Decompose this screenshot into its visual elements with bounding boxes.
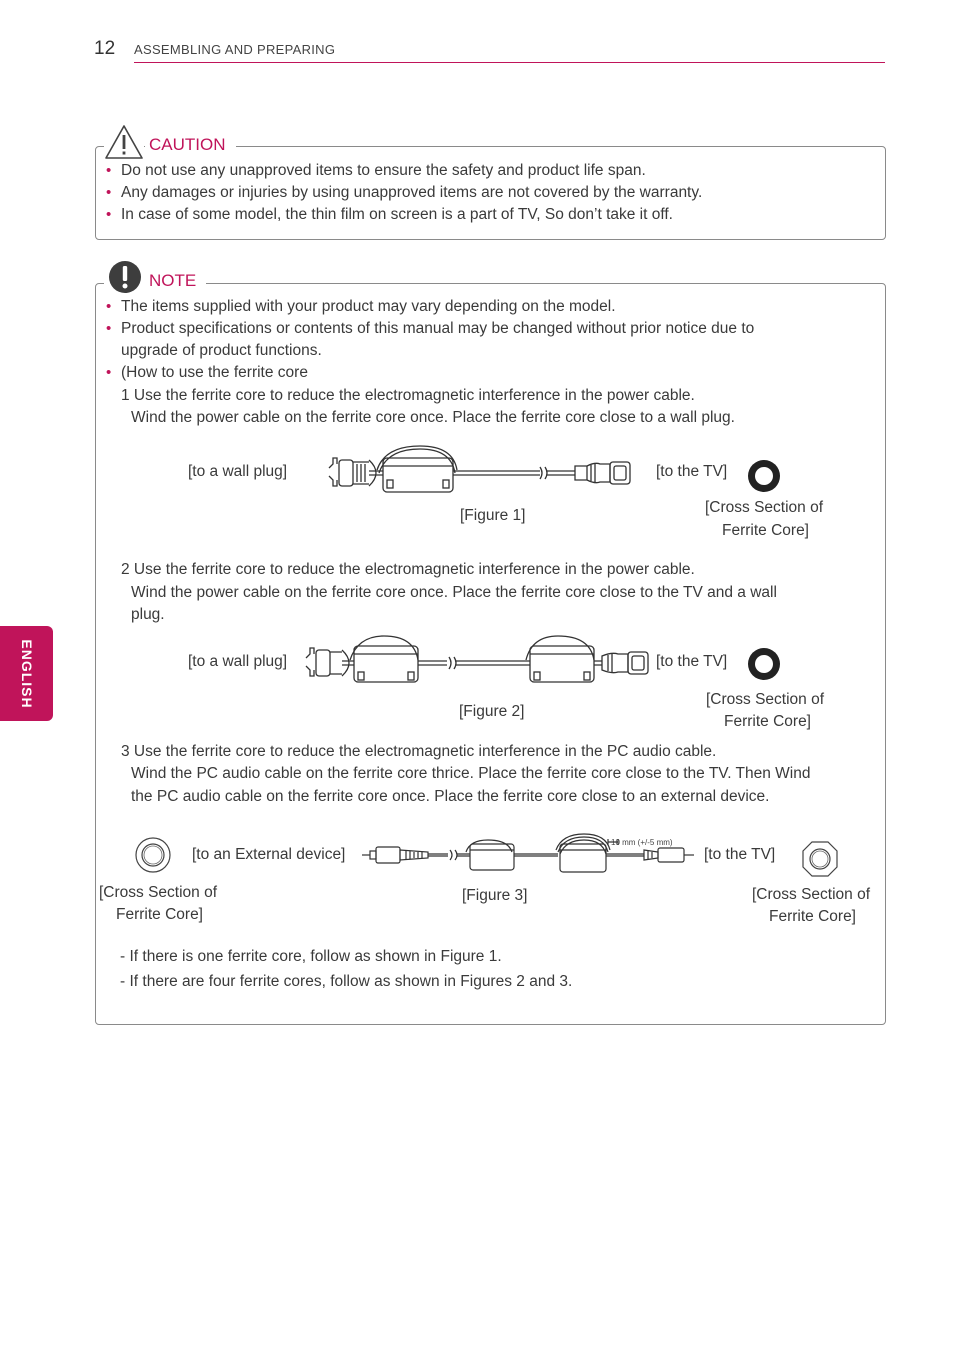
ferrite-core-cross-section-icon	[746, 458, 782, 494]
figure-1-cross-label: Ferrite Core]	[722, 522, 809, 539]
ferrite-core-cross-section-icon	[746, 646, 782, 682]
bullet-icon: •	[106, 364, 112, 381]
bullet-icon: •	[106, 206, 112, 223]
bullet-icon: •	[106, 320, 112, 337]
step-2-line-2: Wind the power cable on the ferrite core once. Place the ferrite core close to the TV and a wall	[131, 584, 777, 601]
figure-3-left-label: [to an External device]	[192, 846, 346, 863]
note-item: (How to use the ferrite core	[121, 364, 308, 381]
step-1-line-1: 1 Use the ferrite core to reduce the electromagnetic interference in the power cable.	[121, 387, 695, 404]
exclamation-icon	[104, 258, 148, 298]
warning-triangle-icon	[104, 124, 144, 160]
ferrite-core-cross-section-icon	[134, 836, 172, 874]
figure-1-right-label: [to the TV]	[656, 463, 728, 480]
figure-3-right-cross-label: Ferrite Core]	[769, 908, 856, 925]
note-title: NOTE	[145, 271, 206, 291]
step-3-line-2: Wind the PC audio cable on the ferrite core thrice. Place the ferrite core close to the TV. Then Wind	[131, 765, 811, 782]
language-tab-label: ENGLISH	[18, 638, 35, 709]
figure-3-left-cross-label: [Cross Section of	[99, 884, 218, 901]
section-title: ASSEMBLING AND PREPARING	[134, 42, 336, 57]
figure-1-left-label: [to a wall plug]	[188, 463, 288, 480]
step-1-line-2: Wind the power cable on the ferrite core once. Place the ferrite core close to a wall plug.	[131, 409, 735, 426]
page-number: 12	[94, 38, 116, 59]
language-tab	[0, 626, 53, 721]
caution-item: Do not use any unapproved items to ensure the safety and product life span.	[121, 162, 646, 179]
figure-3-dimension: 10 mm (+/-5 mm)	[611, 838, 673, 847]
bullet-icon: •	[106, 298, 112, 315]
caution-title: CAUTION	[145, 135, 236, 155]
note-item-continued: upgrade of product functions.	[121, 342, 322, 359]
step-2-line-1: 2 Use the ferrite core to reduce the electromagnetic interference in the power cable.	[121, 561, 695, 578]
figure-3-right-cross-label: [Cross Section of	[752, 886, 871, 903]
step-3-line-1: 3 Use the ferrite core to reduce the electromagnetic interference in the PC audio cable.	[121, 743, 717, 760]
figure-3-audio-cable	[358, 830, 700, 880]
figure-2-cross-label: Ferrite Core]	[724, 713, 811, 730]
caution-item: In case of some model, the thin film on screen is a part of TV, So don’t take it off.	[121, 206, 673, 223]
figure-3-caption: [Figure 3]	[462, 887, 528, 904]
bullet-icon: •	[106, 162, 112, 179]
bullet-icon: •	[106, 184, 112, 201]
note-item: Product specifications or contents of this manual may be changed without prior notice due to	[121, 320, 755, 337]
footnote: - If there is one ferrite core, follow as shown in Figure 1.	[120, 948, 502, 965]
step-2-line-3: plug.	[131, 606, 165, 623]
note-item: The items supplied with your product may vary depending on the model.	[121, 298, 616, 315]
figure-1-caption: [Figure 1]	[460, 507, 526, 524]
figure-2-power-cable	[302, 630, 654, 694]
figure-2-cross-label: [Cross Section of	[706, 691, 825, 708]
figure-3-right-label: [to the TV]	[704, 846, 776, 863]
ferrite-core-cross-section-icon	[800, 839, 840, 879]
figure-2-left-label: [to a wall plug]	[188, 653, 288, 670]
figure-2-right-label: [to the TV]	[656, 653, 728, 670]
figure-3-left-cross-label: Ferrite Core]	[116, 906, 203, 923]
figure-1-cross-label: [Cross Section of	[705, 499, 824, 516]
caution-item: Any damages or injuries by using unapproved items are not covered by the warranty.	[121, 184, 703, 201]
figure-1-power-cable	[325, 440, 645, 500]
figure-2-caption: [Figure 2]	[459, 703, 525, 720]
header-rule	[134, 62, 885, 63]
footnote: - If there are four ferrite cores, follow as shown in Figures 2 and 3.	[120, 973, 573, 990]
step-3-line-3: the PC audio cable on the ferrite core once. Place the ferrite core close to an external device.	[131, 788, 770, 805]
